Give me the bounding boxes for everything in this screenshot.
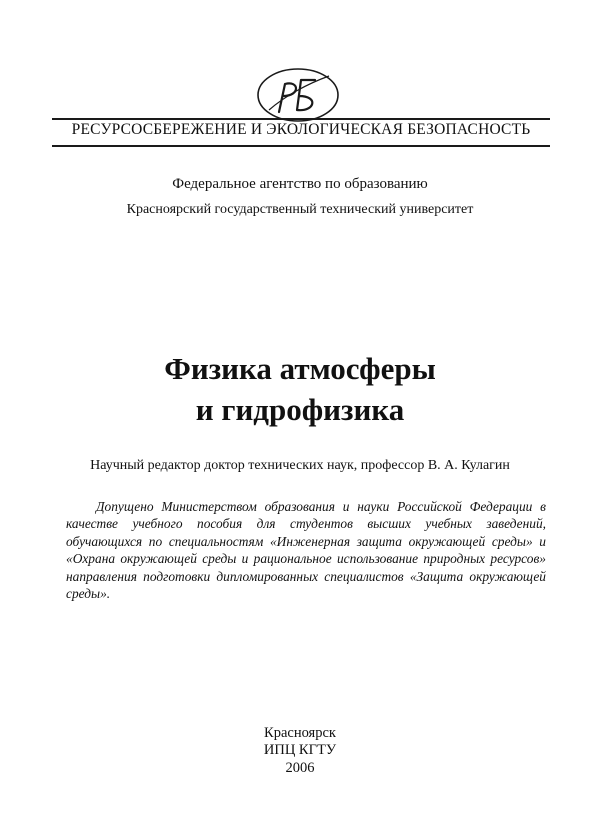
agency-name: Федеральное агентство по образованию bbox=[172, 176, 428, 192]
series-top-rule bbox=[52, 118, 550, 120]
book-title-line-1: Физика атмосферы bbox=[164, 351, 436, 386]
logo-letter-b bbox=[297, 80, 315, 110]
imprint-city: Красноярск bbox=[264, 725, 336, 741]
imprint-year: 2006 bbox=[285, 760, 315, 776]
logo-letter-r bbox=[279, 83, 296, 112]
series-title: РЕСУРСОСБЕРЕЖЕНИЕ И ЭКОЛОГИЧЕСКАЯ БЕЗОПАСНОСТЬ bbox=[71, 121, 531, 138]
university-name: Красноярский государственный технический университет bbox=[126, 202, 474, 217]
book-title-line-2: и гидрофизика bbox=[195, 392, 405, 427]
scientific-editor: Научный редактор доктор технических наук, профессор В. А. Кулагин bbox=[90, 458, 510, 473]
series-bottom-rule bbox=[52, 145, 550, 147]
imprint-publisher: ИПЦ КГТУ bbox=[263, 742, 337, 758]
rb-monogram-logo bbox=[255, 66, 341, 124]
approval-statement: Допущено Министерством образования и науки Российской Федерации в качестве учебного пособия для студентов высших учебных заведений, обучающихся по специальностям «Инженерная защита окружающей среды» и «Охрана окружающей среды и рациональное использование природных ресурсов» направления подготовки дипломированных специалистов «Защита окружающей среды». bbox=[66, 499, 546, 602]
